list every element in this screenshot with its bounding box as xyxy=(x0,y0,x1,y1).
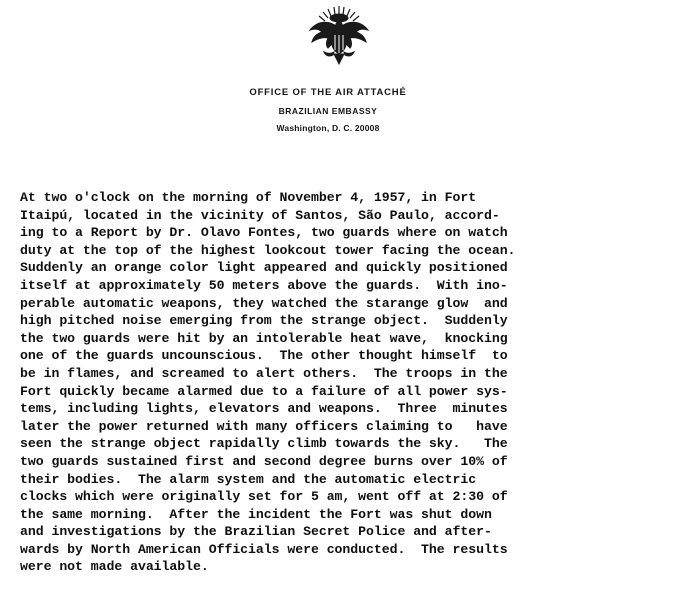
body-line: their bodies. The alarm system and the automatic electric xyxy=(20,471,477,487)
body-line: the same morning. After the incident the Fort was shut down xyxy=(20,506,492,522)
letterhead-office: OFFICE OF THE AIR ATTACHÉ xyxy=(249,87,407,98)
body-line: high pitched noise emerging from the strange object. Suddenly xyxy=(20,313,508,329)
embassy-eagle-seal-icon xyxy=(306,4,372,68)
body-line: ing to a Report by Dr. Olavo Fontes, two guards where on watch xyxy=(20,225,508,241)
body-line: duty at the top of the highest lookcout tower facing the ocean. xyxy=(20,242,516,258)
body-line: Suddenly an orange color light appeared and quickly positioned xyxy=(20,260,508,276)
body-line: were not made available. xyxy=(20,559,209,575)
body-line: clocks which were originally set for 5 am, went off at 2:30 of xyxy=(20,489,508,505)
body-line: later the power returned with many officers claiming to have xyxy=(20,418,508,434)
body-line: the two guards were hit by an intolerable heat wave, knocking xyxy=(20,330,508,346)
body-line: and investigations by the Brazilian Secret Police and after- xyxy=(20,524,492,540)
report-body xyxy=(20,189,672,576)
letterhead-embassy: BRAZILIAN EMBASSY xyxy=(278,106,378,116)
body-line: tems, including lights, elevators and weapons. Three minutes xyxy=(20,401,508,417)
body-line: one of the guards uncounscious. The other thought himself to xyxy=(20,348,508,364)
body-line: itself at approximately 50 meters above the guards. With ino- xyxy=(20,277,508,293)
body-line: wards by North American Officials were conducted. The results xyxy=(20,541,508,557)
body-line: Fort quickly became alarmed due to a failure of all power sys- xyxy=(20,383,508,399)
body-line: At two o'clock on the morning of November 4, 1957, in Fort xyxy=(20,190,477,205)
body-line: Itaipú, located in the vicinity of Santos, São Paulo, accord- xyxy=(20,207,500,223)
letterhead xyxy=(200,84,456,136)
letterhead-city: Washington, D. C. 20008 xyxy=(276,123,380,133)
body-line: seen the strange object rapidally climb towards the sky. The xyxy=(20,436,508,452)
body-line: perable automatic weapons, they watched the starange glow and xyxy=(20,295,508,311)
body-line: two guards sustained first and second degree burns over 10% of xyxy=(20,453,508,469)
body-line: be in flames, and screamed to alert others. The troops in the xyxy=(20,365,508,381)
